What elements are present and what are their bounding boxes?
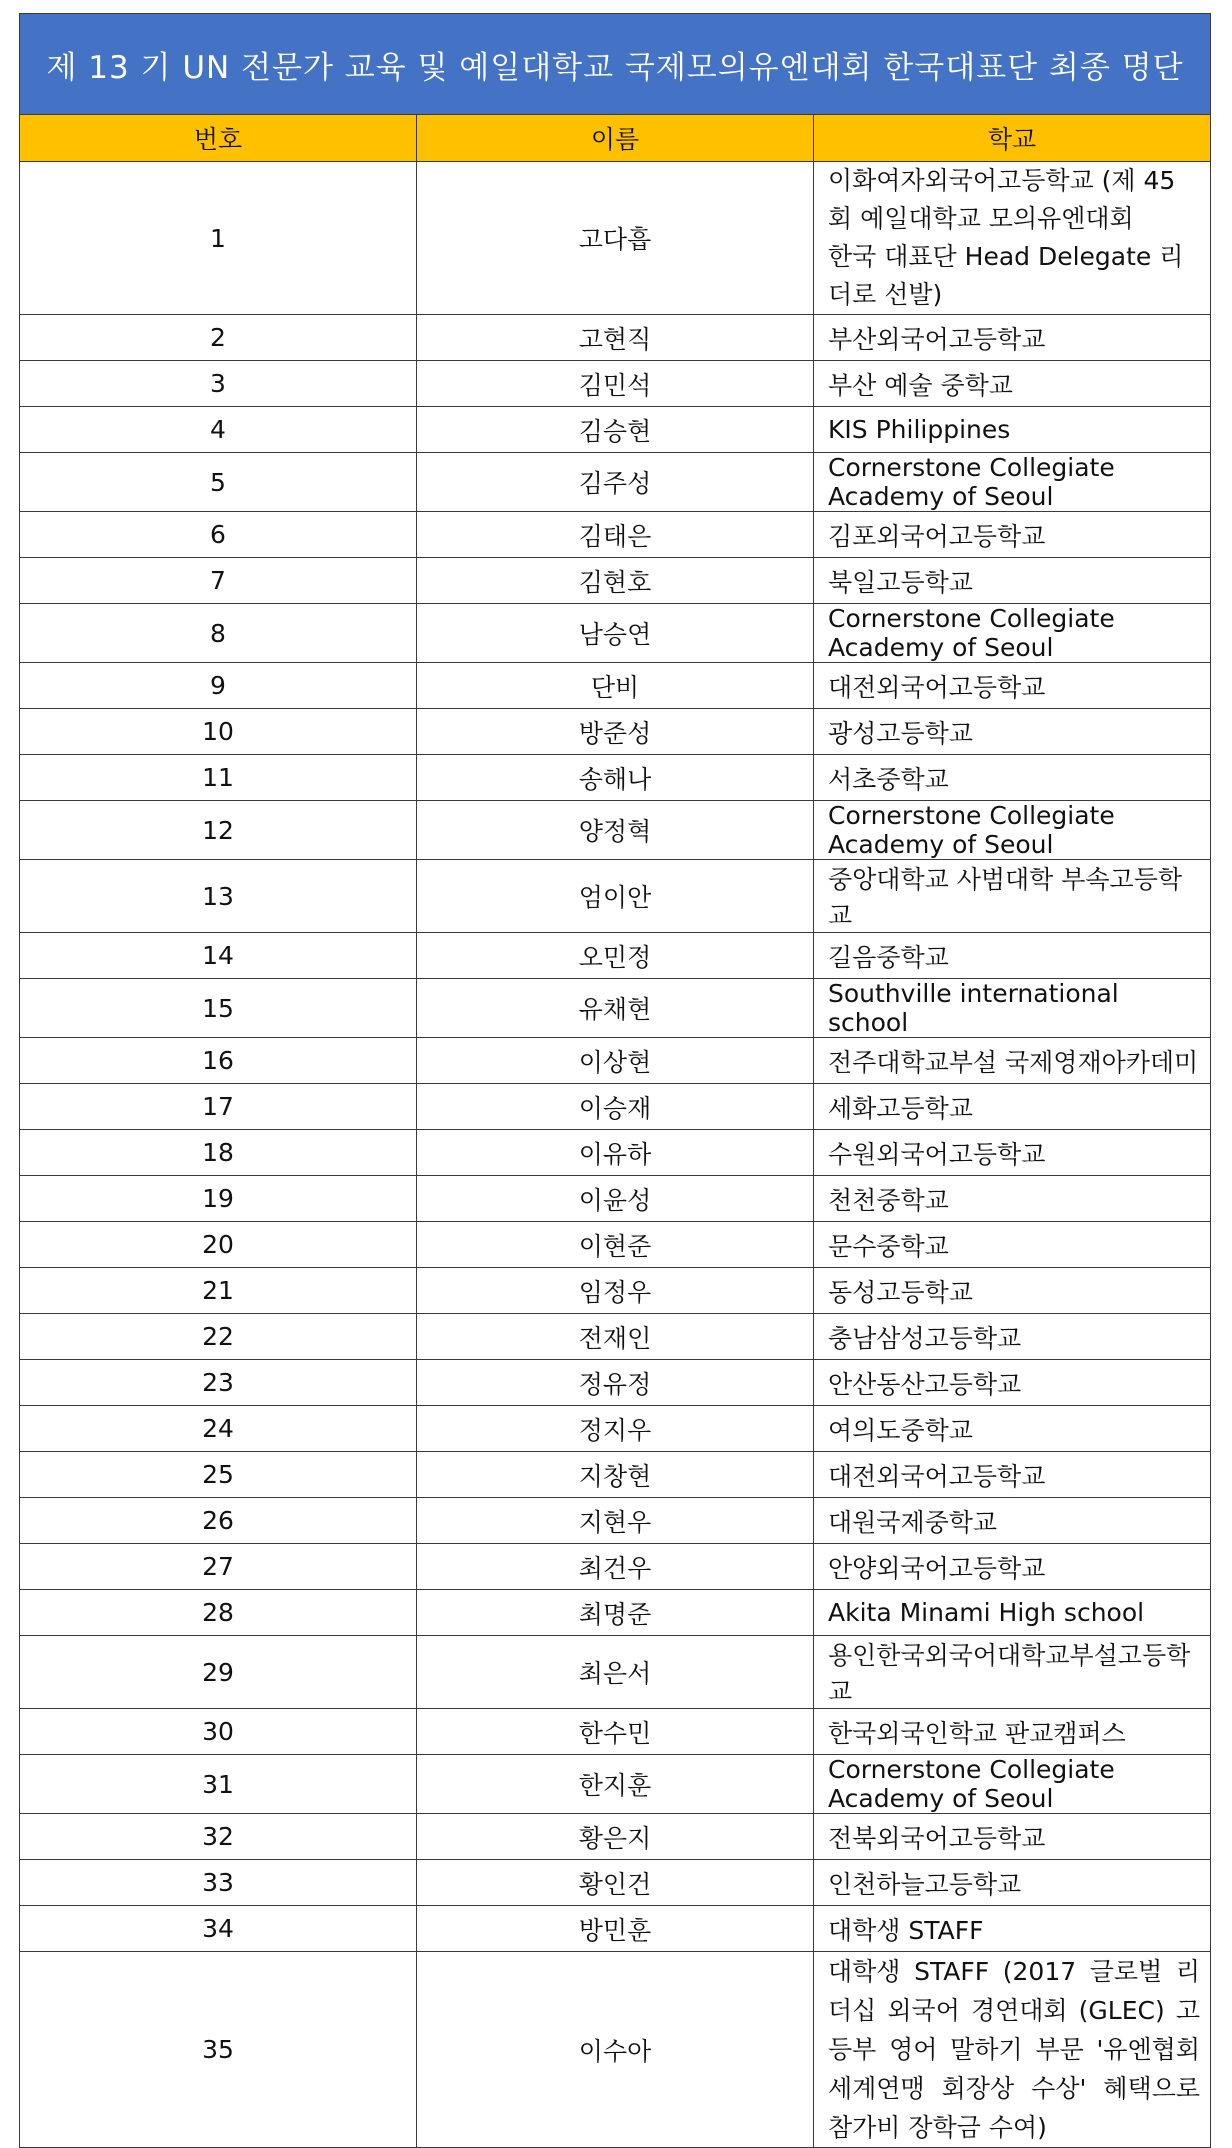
row-school: 서초중학교: [814, 755, 1211, 801]
table-row: [20, 558, 1211, 604]
row-number: 14: [20, 933, 417, 979]
row-school: 대학생 STAFF: [814, 1906, 1211, 1952]
table-row: [20, 453, 1211, 512]
row-number: 10: [20, 709, 417, 755]
row-number: 19: [20, 1176, 417, 1222]
row-school: 용인한국외국어대학교부설고등학교: [814, 1636, 1211, 1709]
row-name: 최명준: [417, 1590, 814, 1636]
header-num: 번호: [20, 115, 417, 162]
row-number: 8: [20, 604, 417, 663]
row-school: Cornerstone Collegiate Academy of Seoul: [814, 1755, 1211, 1814]
row-school: 대전외국어고등학교: [814, 1452, 1211, 1498]
row-name: 지창현: [417, 1452, 814, 1498]
table-row: [20, 801, 1211, 860]
row-number: 23: [20, 1360, 417, 1406]
row-number: 17: [20, 1084, 417, 1130]
row-name: 황은지: [417, 1814, 814, 1860]
row-number: 27: [20, 1544, 417, 1590]
row-name: 김현호: [417, 558, 814, 604]
row-school: 북일고등학교: [814, 558, 1211, 604]
row-number: 20: [20, 1222, 417, 1268]
row-school: 부산외국어고등학교: [814, 315, 1211, 361]
row-number: 25: [20, 1452, 417, 1498]
row-school: 천천중학교: [814, 1176, 1211, 1222]
row-school: 중앙대학교 사범대학 부속고등학교: [814, 860, 1211, 933]
row-school: 세화고등학교: [814, 1084, 1211, 1130]
row-school: 문수중학교: [814, 1222, 1211, 1268]
table-row: [20, 979, 1211, 1038]
row-name: 방준성: [417, 709, 814, 755]
row-name: 정유정: [417, 1360, 814, 1406]
table-row: [20, 755, 1211, 801]
row-number: 4: [20, 407, 417, 453]
row-school: 이화여자외국어고등학교 (제 45 회 예일대학교 모의유엔대회 한국 대표단 Head Delegate 리더로 선발): [814, 162, 1211, 315]
table-row: [20, 1222, 1211, 1268]
header-row: [20, 115, 1211, 162]
row-number: 18: [20, 1130, 417, 1176]
row-school: KIS Philippines: [814, 407, 1211, 453]
row-school: 한국외국인학교 판교캠퍼스: [814, 1709, 1211, 1755]
row-name: 한수민: [417, 1709, 814, 1755]
row-name: 고현직: [417, 315, 814, 361]
row-number: 22: [20, 1314, 417, 1360]
title-row: [20, 14, 1211, 115]
row-school: 김포외국어고등학교: [814, 512, 1211, 558]
row-number: 34: [20, 1906, 417, 1952]
row-name: 황인건: [417, 1860, 814, 1906]
table-row: [20, 1268, 1211, 1314]
row-school: Akita Minami High school: [814, 1590, 1211, 1636]
table-row: [20, 1038, 1211, 1084]
row-name: 송해나: [417, 755, 814, 801]
row-number: 16: [20, 1038, 417, 1084]
row-name: 이현준: [417, 1222, 814, 1268]
row-name: 유채현: [417, 979, 814, 1038]
table-row: [20, 512, 1211, 558]
table-row: [20, 361, 1211, 407]
row-name: 최은서: [417, 1636, 814, 1709]
table-row: [20, 1590, 1211, 1636]
row-name: 지현우: [417, 1498, 814, 1544]
table-row: [20, 1406, 1211, 1452]
table-row: [20, 315, 1211, 361]
table-row: [20, 1084, 1211, 1130]
table-row: [20, 407, 1211, 453]
table-row: [20, 1452, 1211, 1498]
table-row: [20, 1952, 1211, 2148]
table-row: [20, 1544, 1211, 1590]
row-number: 28: [20, 1590, 417, 1636]
row-name: 김민석: [417, 361, 814, 407]
row-name: 임정우: [417, 1268, 814, 1314]
row-name: 엄이안: [417, 860, 814, 933]
row-school: 전주대학교부설 국제영재아카데미: [814, 1038, 1211, 1084]
header-school: 학교: [814, 115, 1211, 162]
table-row: [20, 1314, 1211, 1360]
row-number: 26: [20, 1498, 417, 1544]
row-number: 1: [20, 162, 417, 315]
table-row: [20, 860, 1211, 933]
row-number: 15: [20, 979, 417, 1038]
row-school: Cornerstone Collegiate Academy of Seoul: [814, 801, 1211, 860]
roster-table: [19, 13, 1211, 2148]
table-row: [20, 604, 1211, 663]
row-school: 전북외국어고등학교: [814, 1814, 1211, 1860]
row-name: 방민훈: [417, 1906, 814, 1952]
table-row: [20, 709, 1211, 755]
row-number: 31: [20, 1755, 417, 1814]
row-school: 대전외국어고등학교: [814, 663, 1211, 709]
table-row: [20, 1814, 1211, 1860]
table-row: [20, 1860, 1211, 1906]
row-number: 24: [20, 1406, 417, 1452]
table-row: [20, 1636, 1211, 1709]
row-name: 정지우: [417, 1406, 814, 1452]
row-school: 동성고등학교: [814, 1268, 1211, 1314]
row-number: 21: [20, 1268, 417, 1314]
table-row: [20, 162, 1211, 315]
row-number: 9: [20, 663, 417, 709]
row-number: 30: [20, 1709, 417, 1755]
row-school: 수원외국어고등학교: [814, 1130, 1211, 1176]
table-body: [20, 162, 1211, 2148]
row-number: 6: [20, 512, 417, 558]
row-name: 이수아: [417, 1952, 814, 2148]
row-school: 안산동산고등학교: [814, 1360, 1211, 1406]
row-name: 최건우: [417, 1544, 814, 1590]
row-school: Southville international school: [814, 979, 1211, 1038]
table-row: [20, 1176, 1211, 1222]
row-number: 32: [20, 1814, 417, 1860]
row-school: 대원국제중학교: [814, 1498, 1211, 1544]
row-number: 29: [20, 1636, 417, 1709]
row-number: 3: [20, 361, 417, 407]
row-school: 길음중학교: [814, 933, 1211, 979]
row-name: 단비: [417, 663, 814, 709]
table-row: [20, 933, 1211, 979]
row-name: 이유하: [417, 1130, 814, 1176]
row-school: 광성고등학교: [814, 709, 1211, 755]
table-title: 제 13 기 UN 전문가 교육 및 예일대학교 국제모의유엔대회 한국대표단 최종 명단: [20, 14, 1211, 115]
row-school: 안양외국어고등학교: [814, 1544, 1211, 1590]
row-number: 11: [20, 755, 417, 801]
header-name: 이름: [417, 115, 814, 162]
row-number: 33: [20, 1860, 417, 1906]
table-row: [20, 1709, 1211, 1755]
row-name: 전재인: [417, 1314, 814, 1360]
row-school: 인천하늘고등학교: [814, 1860, 1211, 1906]
table-row: [20, 1906, 1211, 1952]
row-name: 남승연: [417, 604, 814, 663]
table-row: [20, 1498, 1211, 1544]
row-number: 7: [20, 558, 417, 604]
row-school: Cornerstone Collegiate Academy of Seoul: [814, 604, 1211, 663]
row-name: 이상현: [417, 1038, 814, 1084]
row-name: 김승현: [417, 407, 814, 453]
row-school: 여의도중학교: [814, 1406, 1211, 1452]
row-number: 12: [20, 801, 417, 860]
row-name: 이윤성: [417, 1176, 814, 1222]
row-name: 이승재: [417, 1084, 814, 1130]
row-name: 김주성: [417, 453, 814, 512]
table-row: [20, 1360, 1211, 1406]
row-school: 충남삼성고등학교: [814, 1314, 1211, 1360]
row-name: 고다흡: [417, 162, 814, 315]
row-school: 부산 예술 중학교: [814, 361, 1211, 407]
table-row: [20, 1755, 1211, 1814]
row-number: 13: [20, 860, 417, 933]
table-row: [20, 1130, 1211, 1176]
row-number: 2: [20, 315, 417, 361]
row-school: Cornerstone Collegiate Academy of Seoul: [814, 453, 1211, 512]
row-name: 한지훈: [417, 1755, 814, 1814]
row-name: 오민정: [417, 933, 814, 979]
row-school: 대학생 STAFF (2017 글로벌 리더십 외국어 경연대회 (GLEC) 고등부 영어 말하기 부문 '유엔협회세계연맹 회장상 수상' 혜택으로 참가비 장학금 수여): [814, 1952, 1211, 2148]
row-name: 김태은: [417, 512, 814, 558]
row-number: 5: [20, 453, 417, 512]
row-number: 35: [20, 1952, 417, 2148]
table-row: [20, 663, 1211, 709]
row-name: 양정혁: [417, 801, 814, 860]
